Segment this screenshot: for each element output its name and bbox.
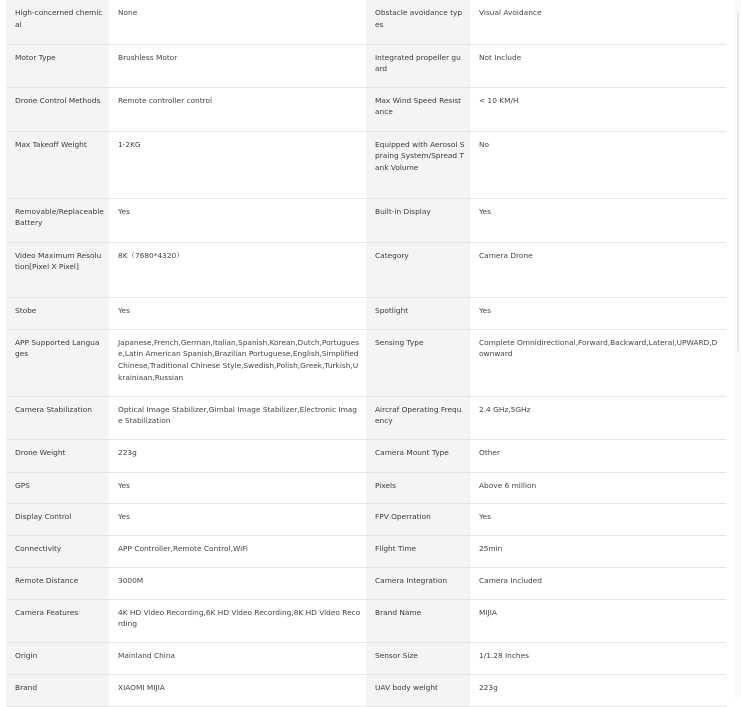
spec-label: Sensor Size xyxy=(366,642,470,674)
spec-row xyxy=(6,297,726,329)
spec-row xyxy=(6,439,726,472)
spec-label: GPS xyxy=(6,472,109,503)
spec-row xyxy=(6,0,726,44)
spec-label: APP Supported Languages xyxy=(6,329,109,396)
spec-label: Max Wind Speed Resistance xyxy=(366,87,470,131)
spec-label: Camera Features xyxy=(6,599,109,642)
spec-label: Drone Control Methods xyxy=(6,87,109,131)
spec-value: MIJIA xyxy=(470,599,726,642)
spec-label: Sensing Type xyxy=(366,329,470,396)
spec-value: Mainland China xyxy=(109,642,366,674)
spec-value: 223g xyxy=(109,439,366,472)
spec-label: High-concerned chemical xyxy=(6,0,109,44)
spec-value: Yes xyxy=(470,297,726,329)
spec-value: 3000M xyxy=(109,567,366,599)
spec-label: Pixels xyxy=(366,472,470,503)
spec-label: UAV body weight xyxy=(366,674,470,706)
spec-value: Yes xyxy=(109,297,366,329)
spec-row xyxy=(6,44,726,87)
spec-value: Optical Image Stabilizer,Gimbal Image Stabilizer,Electronic Image Stabilization xyxy=(109,396,366,439)
spec-row xyxy=(6,87,726,131)
spec-value: Camera Drone xyxy=(470,242,726,297)
spec-label: Obstacle avoidance types xyxy=(366,0,470,44)
spec-value: 25min xyxy=(470,535,726,567)
spec-label: Flight Time xyxy=(366,535,470,567)
spec-label: FPV Operration xyxy=(366,503,470,535)
spec-label: Category xyxy=(366,242,470,297)
spec-value: 223g xyxy=(470,674,726,706)
product-spec-table xyxy=(6,0,726,707)
spec-value: 2.4 GHz,5GHz xyxy=(470,396,726,439)
spec-value: Visual Avoidance xyxy=(470,0,726,44)
spec-value: Above 6 million xyxy=(470,472,726,503)
spec-table-body xyxy=(6,0,726,706)
spec-value: None xyxy=(109,0,366,44)
spec-value: Yes xyxy=(470,503,726,535)
spec-value: 1/1.28 Inches xyxy=(470,642,726,674)
spec-value: Japanese,French,German,Italian,Spanish,Korean,Dutch,Portuguese,Latin American Spanish,Brazilian Portuguese,English,Simplified Chinese,Traditional Chinese Style,Swedish,Polish,Greek,Turkish,Ukrainiaan,Russian xyxy=(109,329,366,396)
spec-value: Other xyxy=(470,439,726,472)
spec-row xyxy=(6,472,726,503)
spec-value: Yes xyxy=(109,503,366,535)
spec-value: Complete Omnidirectional,Forward,Backward,Lateral,UPWARD,Downward xyxy=(470,329,726,396)
spec-label: Remote Distance xyxy=(6,567,109,599)
spec-value: Not Include xyxy=(470,44,726,87)
spec-value: 1-2KG xyxy=(109,131,366,198)
spec-value: 4K HD Video Recording,6K HD Video Recording,8K HD Video Recording xyxy=(109,599,366,642)
spec-value: < 10 KM/H xyxy=(470,87,726,131)
spec-label: Removable/Replaceable Battery xyxy=(6,198,109,242)
spec-label: Equipped with Aerosol Spraing System/Spread Tank Volume xyxy=(366,131,470,198)
spec-value: Camera Included xyxy=(470,567,726,599)
spec-row xyxy=(6,599,726,642)
spec-value: Yes xyxy=(109,472,366,503)
spec-row xyxy=(6,567,726,599)
spec-row xyxy=(6,242,726,297)
spec-value: 8K（7680*4320） xyxy=(109,242,366,297)
spec-label: Display Control xyxy=(6,503,109,535)
spec-label: Camera Mount Type xyxy=(366,439,470,472)
spec-label: Brand Name xyxy=(366,599,470,642)
spec-label: Drone Weight xyxy=(6,439,109,472)
spec-value: APP Controller,Remote Control,WiFi xyxy=(109,535,366,567)
spec-label: Built-in Display xyxy=(366,198,470,242)
spec-label: Spotlight xyxy=(366,297,470,329)
spec-label: Aircraf Operating Frequency xyxy=(366,396,470,439)
spec-value: Yes xyxy=(109,198,366,242)
spec-table-container xyxy=(6,0,726,707)
spec-label: Video Maximum Resolution[Pixel X Pixel] xyxy=(6,242,109,297)
spec-label: Motor Type xyxy=(6,44,109,87)
spec-label: Origin xyxy=(6,642,109,674)
spec-row xyxy=(6,503,726,535)
spec-value: XIAOMI MIJIA xyxy=(109,674,366,706)
spec-row xyxy=(6,329,726,396)
spec-label: Integrated propeller guard xyxy=(366,44,470,87)
spec-row xyxy=(6,642,726,674)
spec-value: Brushless Motor xyxy=(109,44,366,87)
spec-row xyxy=(6,396,726,439)
spec-row xyxy=(6,198,726,242)
spec-label: Max Takeoff Weight xyxy=(6,131,109,198)
spec-row xyxy=(6,674,726,706)
spec-value: Yes xyxy=(470,198,726,242)
spec-label: Camera Integration xyxy=(366,567,470,599)
spec-value: No xyxy=(470,131,726,198)
spec-row xyxy=(6,131,726,198)
spec-value: Remote controller control xyxy=(109,87,366,131)
spec-label: Stobe xyxy=(6,297,109,329)
spec-row xyxy=(6,535,726,567)
spec-label: Camera Stabilization xyxy=(6,396,109,439)
spec-label: Brand xyxy=(6,674,109,706)
scrollbar-thumb[interactable] xyxy=(737,12,739,352)
spec-label: Connectivity xyxy=(6,535,109,567)
